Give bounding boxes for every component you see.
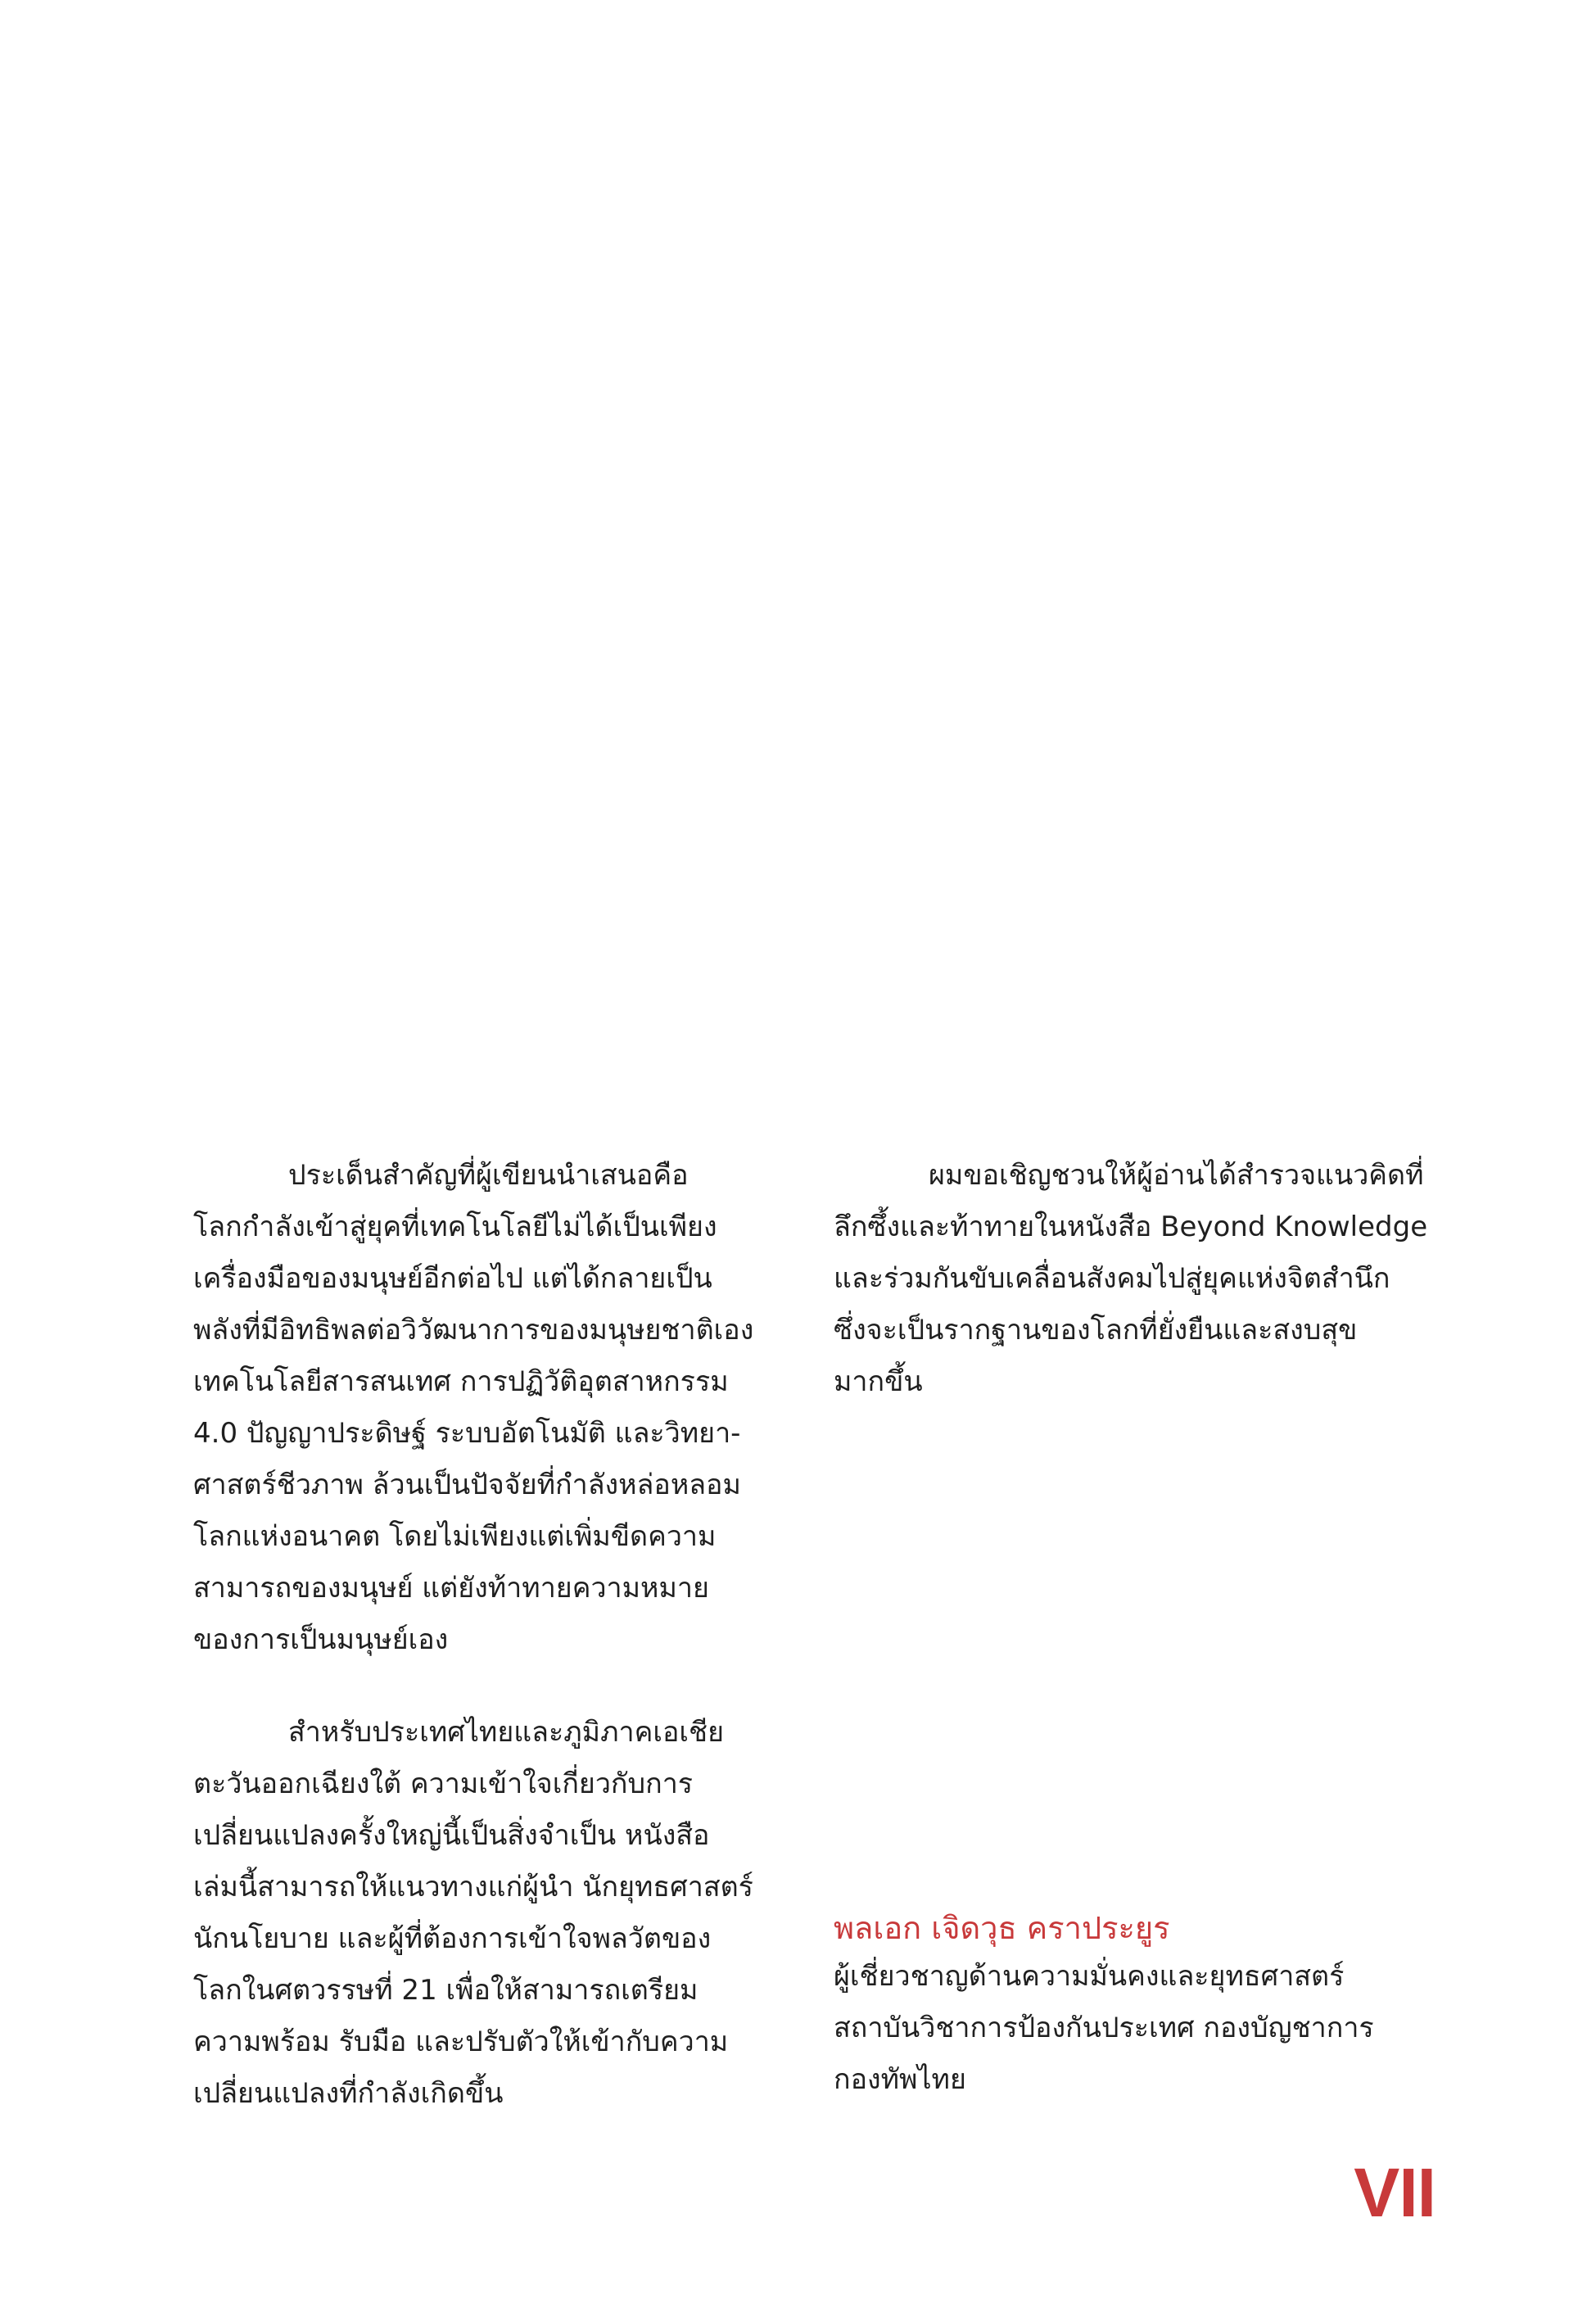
text-line: ตะวันออกเฉียงใต้ ความเข้าใจเกี่ยวกับการ (193, 1768, 694, 1800)
text-line: ความพร้อม รับมือ และปรับตัวให้เข้ากับความ (193, 2026, 729, 2058)
signature-title-line: สถาบันวิชาการป้องกันประเทศ กองบัญชาการ (834, 2012, 1374, 2044)
text-line: นักนโยบาย และผู้ที่ต้องการเข้าใจพลวัตของ (193, 1922, 712, 1955)
signature-name: พลเอก เจิดวุธ คราประยูร (834, 1910, 1170, 1946)
page-number: VII (1354, 2154, 1435, 2231)
right-paragraph-1 (834, 1150, 1456, 1408)
text-line: ผมขอเชิญชวนให้ผู้อ่านได้สำรวจแนวคิดที่ (929, 1159, 1424, 1192)
left-paragraph-1 (193, 1150, 799, 1666)
text-line: เล่มนี้สามารถให้แนวทางแก่ผู้นำ นักยุทธศาสตร์ (193, 1871, 753, 1903)
text-line: ประเด็นสำคัญที่ผู้เขียนนำเสนอคือ (288, 1159, 689, 1192)
signature-title-line: ผู้เชี่ยวชาญด้านความมั่นคงและยุทธศาสตร์ (834, 1960, 1345, 1993)
text-line: พลังที่มีอิทธิพลต่อวิวัฒนาการของมนุษยชาติเอง (193, 1314, 754, 1347)
text-line: ศาสตร์ชีวภาพ ล้วนเป็นปัจจัยที่กำลังหล่อหลอม (193, 1469, 741, 1501)
text-line: และร่วมกันขับเคลื่อนสังคมไปสู่ยุคแห่งจิตสำนึก (834, 1262, 1390, 1295)
text-line: ลึกซึ้งและท้าทายในหนังสือ Beyond Knowledge (834, 1211, 1428, 1243)
text-line: ของการเป็นมนุษย์เอง (193, 1623, 449, 1656)
text-line: โลกกำลังเข้าสู่ยุคที่เทคโนโลยีไม่ได้เป็นเพียง (193, 1211, 717, 1243)
signature-block (834, 1905, 1456, 2106)
signature-title-line: กองทัพไทย (834, 2063, 966, 2096)
text-line: มากขึ้น (834, 1365, 923, 1398)
text-line: โลกแห่งอนาคต โดยไม่เพียงแต่เพิ่มขีดความ (193, 1520, 717, 1553)
text-line: เทคโนโลยีสารสนเทศ การปฏิวัติอุตสาหกรรม (193, 1365, 729, 1398)
text-line: สำหรับประเทศไทยและภูมิภาคเอเชีย (288, 1716, 724, 1749)
text-line: เปลี่ยนแปลงที่กำลังเกิดขึ้น (193, 2077, 504, 2110)
text-line: เปลี่ยนแปลงครั้งใหญ่นี้เป็นสิ่งจำเป็น หนังสือ (193, 1819, 710, 1852)
text-line: ซึ่งจะเป็นรากฐานของโลกที่ยั่งยืนและสงบสุข (834, 1314, 1358, 1347)
text-line: 4.0 ปัญญาประดิษฐ์ ระบบอัตโนมัติ และวิทยา- (193, 1417, 741, 1450)
text-line: โลกในศตวรรษที่ 21 เพื่อให้สามารถเตรียม (193, 1974, 699, 2007)
text-line: สามารถของมนุษย์ แต่ยังท้าทายความหมาย (193, 1572, 709, 1605)
left-paragraph-2 (193, 1707, 799, 2120)
text-line: เครื่องมือของมนุษย์อีกต่อไป แต่ได้กลายเป็น (193, 1262, 712, 1295)
